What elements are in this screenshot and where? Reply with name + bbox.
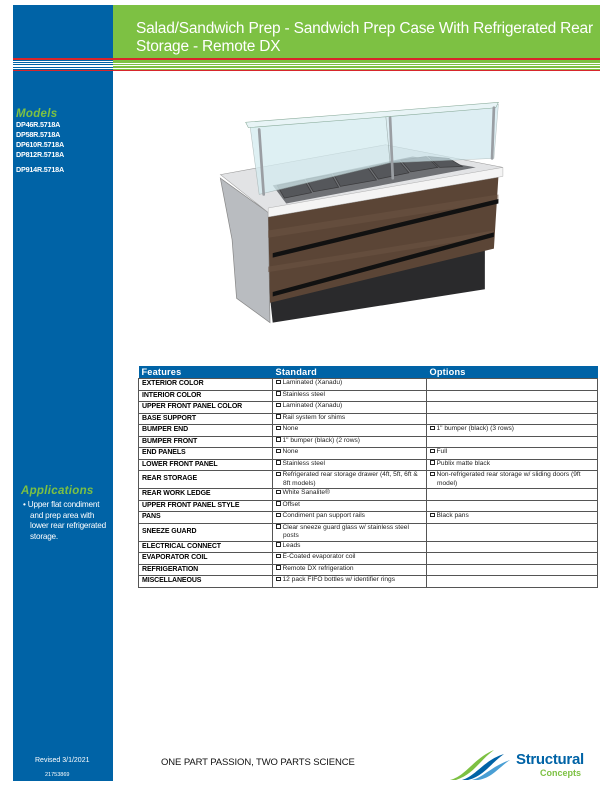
table-row bbox=[139, 448, 598, 460]
feature-cell: REAR WORK LEDGE bbox=[139, 489, 273, 501]
model-item: DP812R.5718A bbox=[16, 150, 64, 159]
option-cell bbox=[427, 448, 598, 460]
tagline: ONE PART PASSION, TWO PARTS SCIENCE bbox=[161, 757, 355, 768]
feature-cell: EXTERIOR COLOR bbox=[139, 379, 273, 391]
feature-cell: ELECTRICAL CONNECT bbox=[139, 541, 273, 553]
standard-text: 12 pack FIFO bottles w/ identifier rings bbox=[282, 576, 396, 583]
option-cell bbox=[427, 436, 598, 448]
model-item: DP58R.5718A bbox=[16, 130, 61, 139]
standard-cell bbox=[273, 553, 427, 565]
checkbox-icon bbox=[276, 380, 281, 385]
checkbox-icon bbox=[276, 490, 281, 495]
page-title: Salad/Sandwich Prep - Sandwich Prep Case With Refrigerated Rear Storage - Remote DX bbox=[136, 20, 593, 55]
checkbox-icon bbox=[430, 513, 435, 518]
table-row bbox=[139, 553, 598, 565]
checkbox-icon bbox=[430, 426, 435, 431]
standard-cell bbox=[273, 413, 427, 425]
standard-cell bbox=[273, 425, 427, 437]
checkbox-icon bbox=[276, 472, 281, 477]
table-row bbox=[139, 402, 598, 414]
standard-text: Offset bbox=[282, 500, 300, 508]
checkbox-icon bbox=[430, 449, 435, 454]
standard-cell bbox=[273, 576, 427, 588]
table-row bbox=[139, 489, 598, 501]
option-cell bbox=[427, 390, 598, 402]
checkbox-icon bbox=[276, 565, 281, 570]
feature-cell: BUMPER FRONT bbox=[139, 436, 273, 448]
applications-list bbox=[21, 500, 113, 542]
application-text: Upper flat condiment and prep area with lower rear refrigerated storage. bbox=[27, 500, 106, 541]
standard-cell bbox=[273, 523, 427, 541]
standard-cell bbox=[273, 436, 427, 448]
table-row bbox=[139, 576, 598, 588]
standard-text: E-Coated evaporator coil bbox=[282, 553, 356, 560]
standard-text: None bbox=[282, 448, 299, 455]
standard-wrap bbox=[276, 524, 423, 541]
checkbox-icon bbox=[430, 460, 435, 465]
header-gap bbox=[113, 71, 600, 74]
standard-text: None bbox=[282, 425, 299, 432]
table-row bbox=[139, 379, 598, 391]
feature-cell: PANS bbox=[139, 512, 273, 524]
feature-cell: SNEEZE GUARD bbox=[139, 523, 273, 541]
feature-cell: BUMPER END bbox=[139, 425, 273, 437]
spec-table bbox=[138, 366, 598, 588]
table-row bbox=[139, 425, 598, 437]
standard-text: Refrigerated rear storage drawer (4ft, 5ft, 6ft & 8ft models) bbox=[282, 471, 418, 487]
header-standard: Standard bbox=[273, 366, 427, 379]
revised-date: Revised 3/1/2021 bbox=[35, 757, 90, 764]
option-cell bbox=[427, 553, 598, 565]
feature-cell: MISCELLANEOUS bbox=[139, 576, 273, 588]
option-text: 1" bumper (black) (3 rows) bbox=[436, 425, 514, 432]
standard-text: Leads bbox=[282, 541, 301, 549]
standard-cell bbox=[273, 390, 427, 402]
table-row bbox=[139, 459, 598, 471]
table-row bbox=[139, 541, 598, 553]
standard-cell bbox=[273, 489, 427, 501]
standard-cell bbox=[273, 459, 427, 471]
option-text: Black pans bbox=[436, 512, 469, 519]
models-heading: Models bbox=[16, 108, 58, 120]
option-cell bbox=[427, 425, 598, 437]
standard-text: Clear sneeze guard glass w/ stainless steel posts bbox=[282, 523, 409, 539]
standard-cell bbox=[273, 541, 427, 553]
option-cell bbox=[427, 541, 598, 553]
option-cell bbox=[427, 489, 598, 501]
feature-cell: LOWER FRONT PANEL bbox=[139, 459, 273, 471]
feature-cell: BASE SUPPORT bbox=[139, 413, 273, 425]
option-cell bbox=[427, 459, 598, 471]
checkbox-icon bbox=[276, 554, 281, 559]
option-cell bbox=[427, 576, 598, 588]
table-row bbox=[139, 564, 598, 576]
standard-text: Laminated (Xanadu) bbox=[282, 379, 343, 386]
checkbox-icon bbox=[276, 391, 281, 396]
standard-cell bbox=[273, 500, 427, 512]
option-cell bbox=[427, 402, 598, 414]
feature-cell: REFRIGERATION bbox=[139, 564, 273, 576]
option-wrap bbox=[430, 471, 594, 488]
option-cell bbox=[427, 471, 598, 489]
logo-text-concepts: Concepts bbox=[540, 768, 582, 778]
model-item: DP610R.5718A bbox=[16, 140, 64, 149]
table-row bbox=[139, 471, 598, 489]
checkbox-icon bbox=[430, 472, 435, 477]
logo-text-structural: Structural bbox=[516, 751, 584, 768]
standard-text: Stainless steel bbox=[282, 390, 326, 398]
option-cell bbox=[427, 413, 598, 425]
table-row bbox=[139, 413, 598, 425]
option-cell bbox=[427, 500, 598, 512]
standard-text: Remote DX refrigeration bbox=[282, 564, 354, 572]
standard-text: Stainless steel bbox=[282, 459, 326, 467]
option-text: Publix matte black bbox=[436, 459, 491, 467]
option-cell bbox=[427, 512, 598, 524]
application-item: • Upper flat condiment and prep area with lower rear refrigerated storage. bbox=[23, 500, 106, 541]
applications-heading: Applications bbox=[21, 485, 94, 497]
checkbox-icon bbox=[276, 414, 281, 419]
feature-cell: UPPER FRONT PANEL STYLE bbox=[139, 500, 273, 512]
standard-text: White Sanalite® bbox=[282, 489, 330, 496]
checkbox-icon bbox=[276, 542, 281, 547]
spec-table-header bbox=[139, 366, 598, 379]
table-row bbox=[139, 390, 598, 402]
standard-cell bbox=[273, 448, 427, 460]
option-text: Non-refrigerated rear storage w/ sliding doors (9ft model) bbox=[436, 471, 581, 487]
option-cell bbox=[427, 379, 598, 391]
option-text: Full bbox=[436, 448, 448, 455]
feature-cell: INTERIOR COLOR bbox=[139, 390, 273, 402]
feature-cell: END PANELS bbox=[139, 448, 273, 460]
model-item: DP914R.5718A bbox=[16, 165, 64, 174]
standard-cell bbox=[273, 402, 427, 414]
checkbox-icon bbox=[276, 437, 281, 442]
standard-text: Laminated (Xanadu) bbox=[282, 402, 343, 409]
table-row bbox=[139, 512, 598, 524]
model-item: DP46R.5718A bbox=[16, 120, 61, 129]
product-image bbox=[205, 90, 530, 335]
swoosh-logo-icon bbox=[448, 748, 514, 782]
standard-text: 1" bumper (black) (2 rows) bbox=[282, 436, 360, 444]
models-section bbox=[16, 108, 112, 175]
checkbox-icon bbox=[276, 426, 281, 431]
standard-text: Condiment pan support rails bbox=[282, 512, 365, 519]
checkbox-icon bbox=[276, 577, 281, 582]
standard-wrap bbox=[276, 471, 423, 488]
standard-cell bbox=[273, 471, 427, 489]
checkbox-icon bbox=[276, 501, 281, 506]
feature-cell: EVAPORATOR COIL bbox=[139, 553, 273, 565]
header-stripe-lines bbox=[13, 59, 600, 71]
standard-text: Rail system for shims bbox=[282, 413, 346, 421]
applications-section bbox=[21, 485, 113, 542]
checkbox-icon bbox=[276, 449, 281, 454]
checkbox-icon bbox=[276, 513, 281, 518]
table-row bbox=[139, 436, 598, 448]
structural-concepts-logo bbox=[448, 748, 598, 782]
checkbox-icon bbox=[276, 524, 281, 529]
checkbox-icon bbox=[276, 460, 281, 465]
table-row bbox=[139, 523, 598, 541]
option-cell bbox=[427, 523, 598, 541]
feature-cell: UPPER FRONT PANEL COLOR bbox=[139, 402, 273, 414]
option-cell bbox=[427, 564, 598, 576]
checkbox-icon bbox=[276, 403, 281, 408]
standard-cell bbox=[273, 564, 427, 576]
standard-cell bbox=[273, 379, 427, 391]
header-features: Features bbox=[139, 366, 273, 379]
document-number: 21753869 bbox=[45, 772, 70, 778]
standard-cell bbox=[273, 512, 427, 524]
feature-cell: REAR STORAGE bbox=[139, 471, 273, 489]
table-row bbox=[139, 500, 598, 512]
header-options: Options bbox=[427, 366, 598, 379]
